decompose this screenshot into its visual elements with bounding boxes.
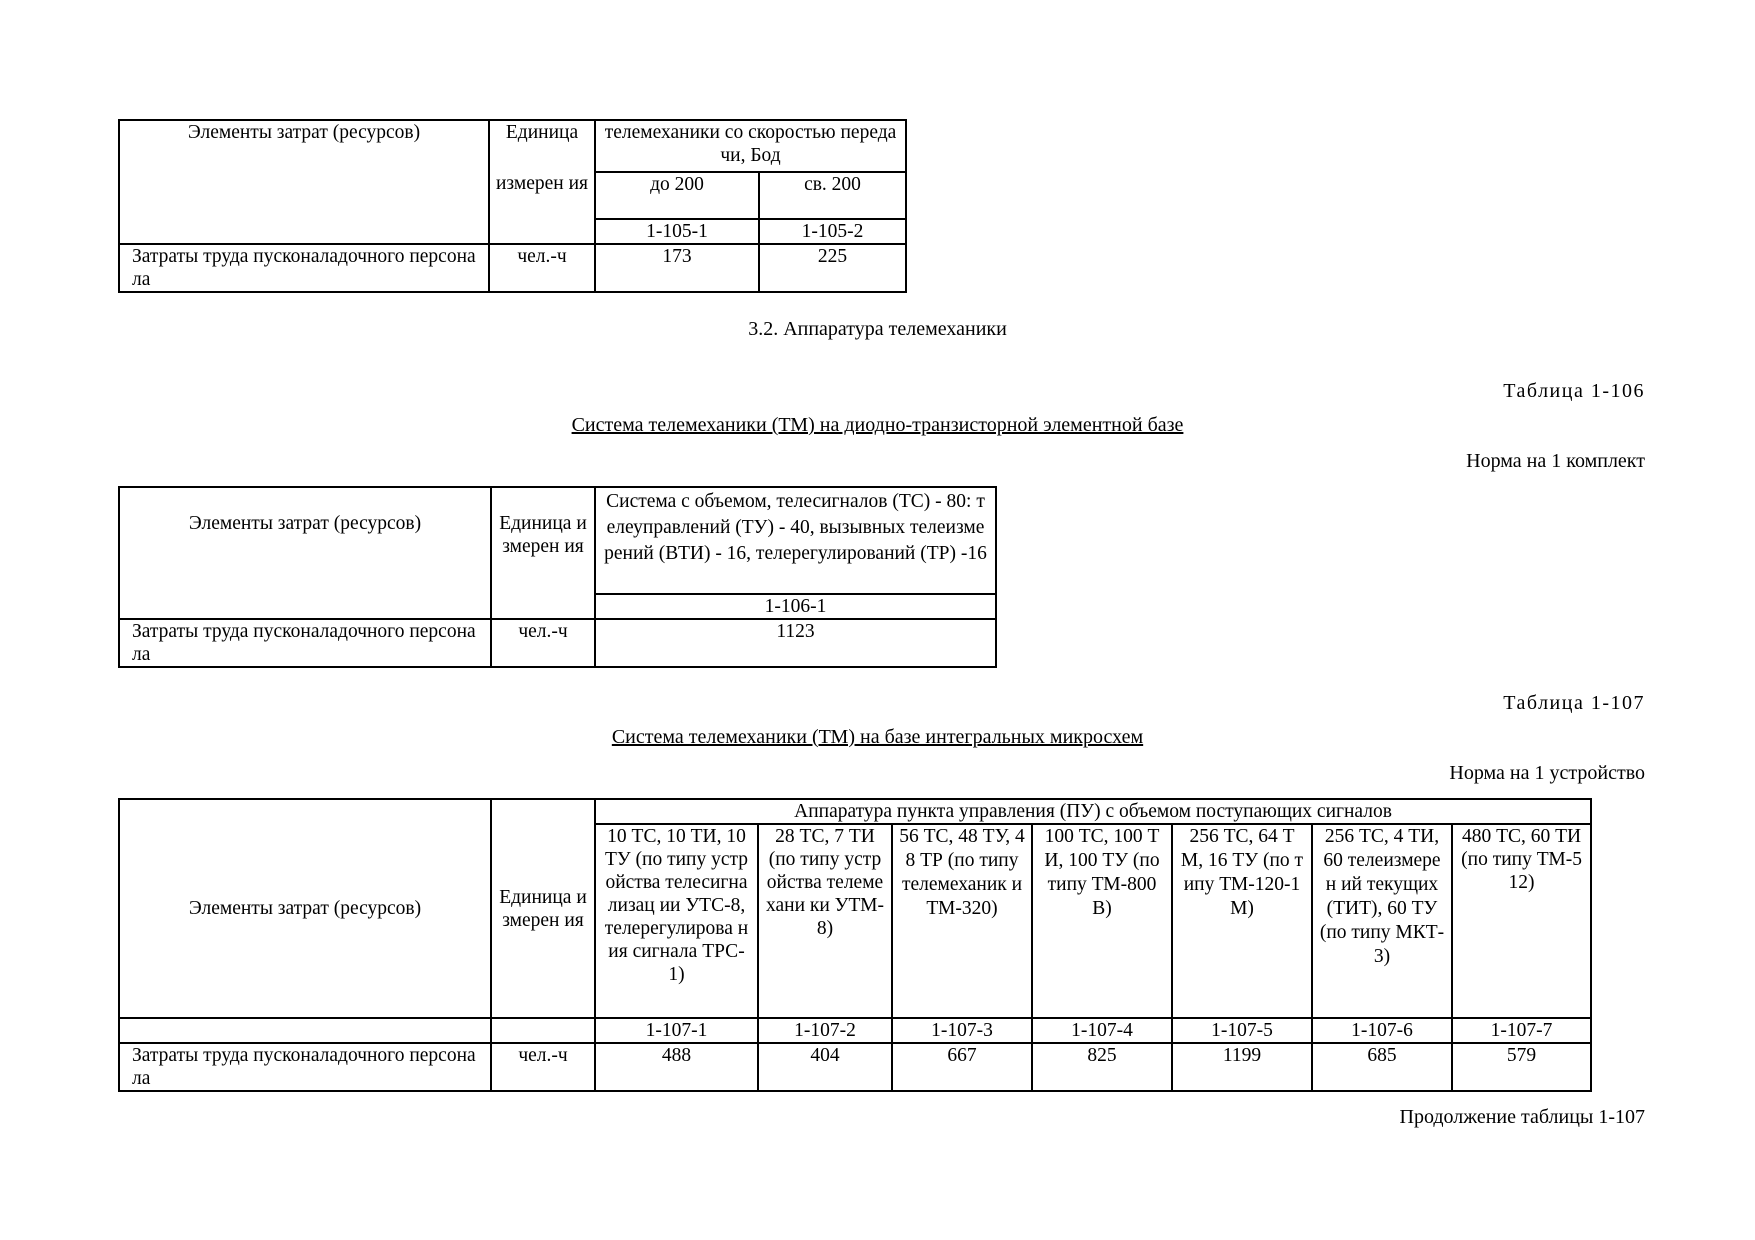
column-header-1: 10 ТС, 10 ТИ, 10 ТУ (по типу устройства телесигнализац ии УТС-8, телерегулирова ния сигнала ТРС-1) (595, 824, 758, 1018)
row-label: Затраты труда пусконаладочного персонала (119, 619, 491, 667)
value-2: 225 (759, 244, 906, 292)
header-elements-end (119, 219, 489, 244)
code-1: 1-106-1 (595, 594, 996, 619)
column-header-7: 480 ТС, 60 ТИ (по типу ТМ-512) (1452, 824, 1591, 1018)
table-1-106 (118, 486, 997, 668)
code-7: 1-107-7 (1452, 1018, 1591, 1043)
row-label: Затраты труда пусконаладочного персонала (119, 1043, 491, 1091)
header-unit-top: Единица (489, 120, 595, 172)
header-elements: Элементы затрат (ресурсов) (119, 799, 491, 1018)
code-2: 1-107-2 (758, 1018, 892, 1043)
row-label: Затраты труда пусконаладочного персонала (119, 244, 489, 292)
code-3: 1-107-3 (892, 1018, 1032, 1043)
code-5: 1-107-5 (1172, 1018, 1312, 1043)
header-unit: Единица измерен ия (491, 487, 595, 619)
table-number-1106: Таблица 1-106 (1503, 380, 1645, 402)
header-unit-end (491, 1018, 595, 1043)
norm-1107: Норма на 1 устройство (1449, 762, 1645, 784)
header-unit-bottom: измерен ия (489, 172, 595, 219)
title-1107: Система телемеханики (ТМ) на базе интегральных микросхем (611, 726, 1144, 748)
section-title: 3.2. Аппаратура телемеханики (748, 318, 1007, 340)
norm-1106: Норма на 1 комплект (1466, 450, 1645, 472)
value-1: 488 (595, 1043, 758, 1091)
row-unit: чел.-ч (491, 619, 595, 667)
header-group: телемеханики со скоростью передачи, Бод (595, 120, 906, 172)
value-4: 825 (1032, 1043, 1172, 1091)
code-1: 1-105-1 (595, 219, 759, 244)
header-system: Система с объемом, телесигналов (ТС) - 80: телеуправлений (ТУ) - 40, вызывных телеизмерений (ВТИ) - 16, телерегулирований (ТР) -16 (595, 487, 996, 594)
value-6: 685 (1312, 1043, 1452, 1091)
value-5: 1199 (1172, 1043, 1312, 1091)
code-4: 1-107-4 (1032, 1018, 1172, 1043)
row-unit: чел.-ч (491, 1043, 595, 1091)
value-3: 667 (892, 1043, 1032, 1091)
header-unit: Единица измерен ия (491, 799, 595, 1018)
value-1: 173 (595, 244, 759, 292)
column-header-5: 256 ТС, 64 ТМ, 16 ТУ (по типу ТМ-120-1М) (1172, 824, 1312, 1018)
column-header-4: 100 ТС, 100 ТИ, 100 ТУ (по типу ТМ-800В) (1032, 824, 1172, 1018)
column-header-6: 256 ТС, 4 ТИ, 60 телеизмерен ий текущих (ТИТ), 60 ТУ (по типу МКТ-3) (1312, 824, 1452, 1018)
value-7: 579 (1452, 1043, 1591, 1091)
table-1-105 (118, 119, 907, 293)
header-elements: Элементы затрат (ресурсов) (119, 120, 489, 172)
header-elements-cont (119, 172, 489, 219)
continuation-note: Продолжение таблицы 1-107 (1399, 1106, 1645, 1128)
code-1: 1-107-1 (595, 1018, 758, 1043)
subheader-1: до 200 (595, 172, 759, 219)
column-header-3: 56 ТС, 48 ТУ, 48 ТР (по типу телемеханик и ТМ-320) (892, 824, 1032, 1018)
header-unit-end (489, 219, 595, 244)
table-number-1107: Таблица 1-107 (1503, 692, 1645, 714)
value-2: 404 (758, 1043, 892, 1091)
header-group: Аппаратура пункта управления (ПУ) с объемом поступающих сигналов (595, 799, 1591, 824)
header-elements: Элементы затрат (ресурсов) (119, 487, 491, 619)
code-6: 1-107-6 (1312, 1018, 1452, 1043)
subheader-2: св. 200 (759, 172, 906, 219)
table-1-107 (118, 798, 1592, 1092)
title-1106: Система телемеханики (ТМ) на диодно-транзисторной элементной базе (571, 414, 1184, 436)
header-elements-end (119, 1018, 491, 1043)
value-1: 1123 (595, 619, 996, 667)
row-unit: чел.-ч (489, 244, 595, 292)
code-2: 1-105-2 (759, 219, 906, 244)
column-header-2: 28 ТС, 7 ТИ (по типу устройства телемехани ки УТМ-8) (758, 824, 892, 1018)
